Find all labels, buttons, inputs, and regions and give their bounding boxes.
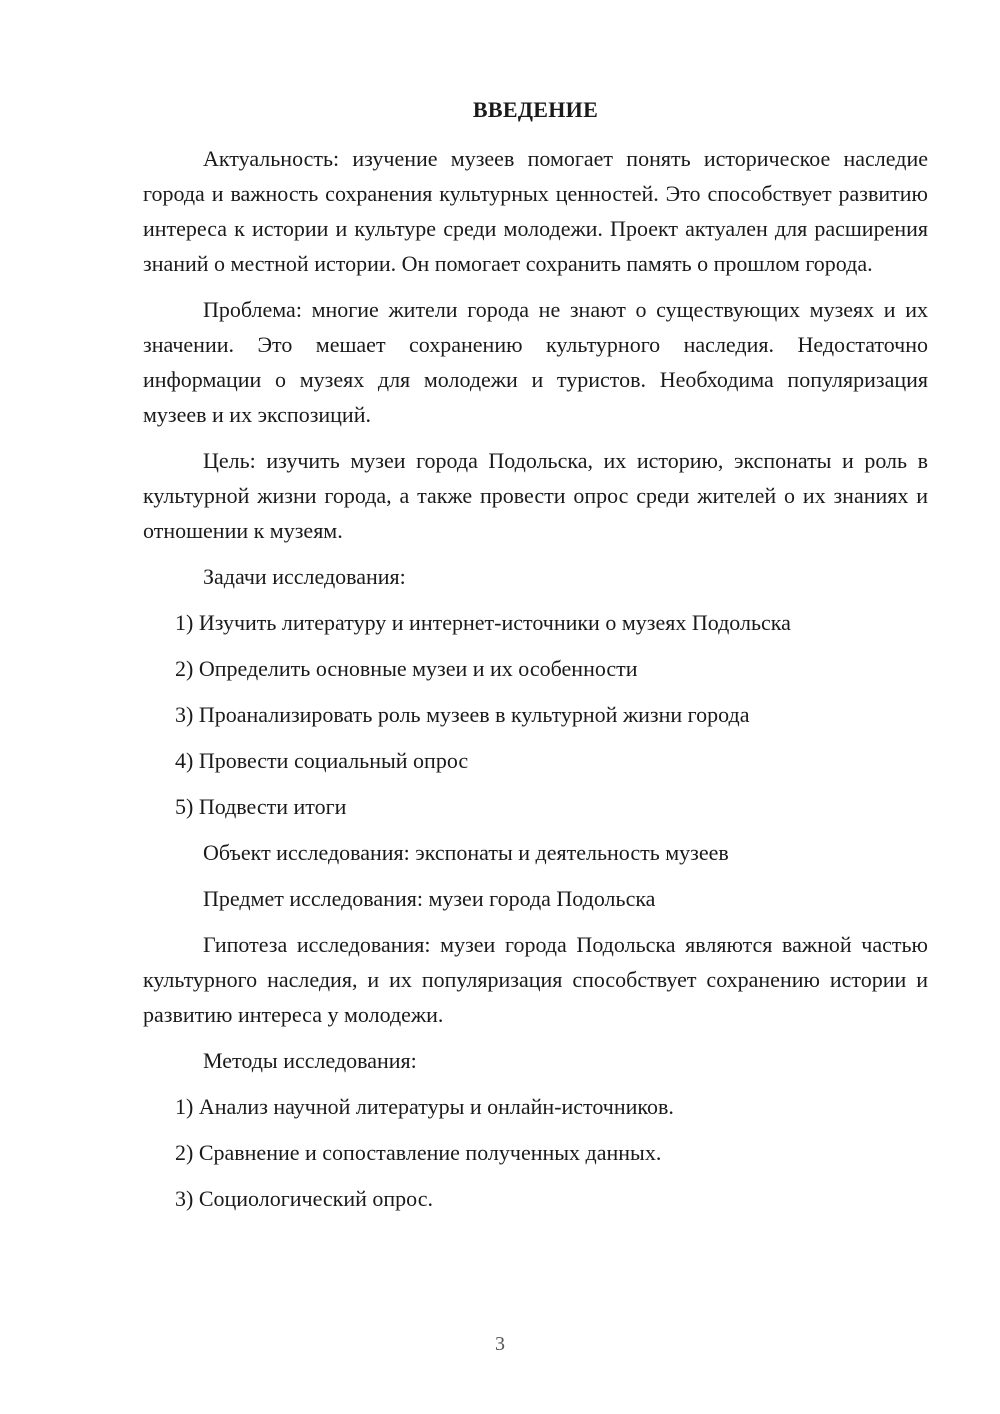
methods-list	[143, 1089, 928, 1216]
method-item: 1) Анализ научной литературы и онлайн-источников.	[175, 1094, 674, 1119]
method-item: 2) Сравнение и сопоставление полученных данных.	[175, 1140, 662, 1165]
hypothesis-paragraph: Гипотеза исследования: музеи города Подольска являются важной частью культурного наследия, и их популяризация способствует сохранению истории и развитию интереса у молодежи.	[143, 932, 928, 1027]
tasks-list	[143, 605, 928, 824]
page-content	[143, 95, 928, 1227]
methods-heading: Методы исследования:	[203, 1048, 417, 1073]
tasks-heading: Задачи исследования:	[203, 564, 406, 589]
goal-paragraph: Цель: изучить музеи города Подольска, их историю, экспонаты и роль в культурной жизни города, а также провести опрос среди жителей о их знаниях и отношении к музеям.	[143, 448, 928, 543]
method-item: 3) Социологический опрос.	[175, 1186, 433, 1211]
page-title: ВВЕДЕНИЕ	[472, 97, 599, 122]
task-item: 1) Изучить литературу и интернет-источники о музеях Подольска	[175, 610, 791, 635]
research-subject: Предмет исследования: музеи города Подольска	[203, 886, 656, 911]
task-item: 2) Определить основные музеи и их особенности	[175, 656, 638, 681]
research-object: Объект исследования: экспонаты и деятельность музеев	[203, 840, 729, 865]
relevance-paragraph: Актуальность: изучение музеев помогает понять историческое наследие города и важность сохранения культурных ценностей. Это способствует развитию интереса к истории и культуре среди молодежи. Проект актуален для расширения знаний о местной истории. Он помогает сохранить память о прошлом города.	[143, 146, 928, 276]
page-number: 3	[495, 1333, 505, 1355]
task-item: 3) Проанализировать роль музеев в культурной жизни города	[175, 702, 750, 727]
task-item: 5) Подвести итоги	[175, 794, 347, 819]
problem-paragraph: Проблема: многие жители города не знают о существующих музеях и их значении. Это мешает сохранению культурного наследия. Недостаточно информации о музеях для молодежи и туристов. Необходима популяризация музеев и их экспозиций.	[143, 297, 928, 427]
task-item: 4) Провести социальный опрос	[175, 748, 469, 773]
